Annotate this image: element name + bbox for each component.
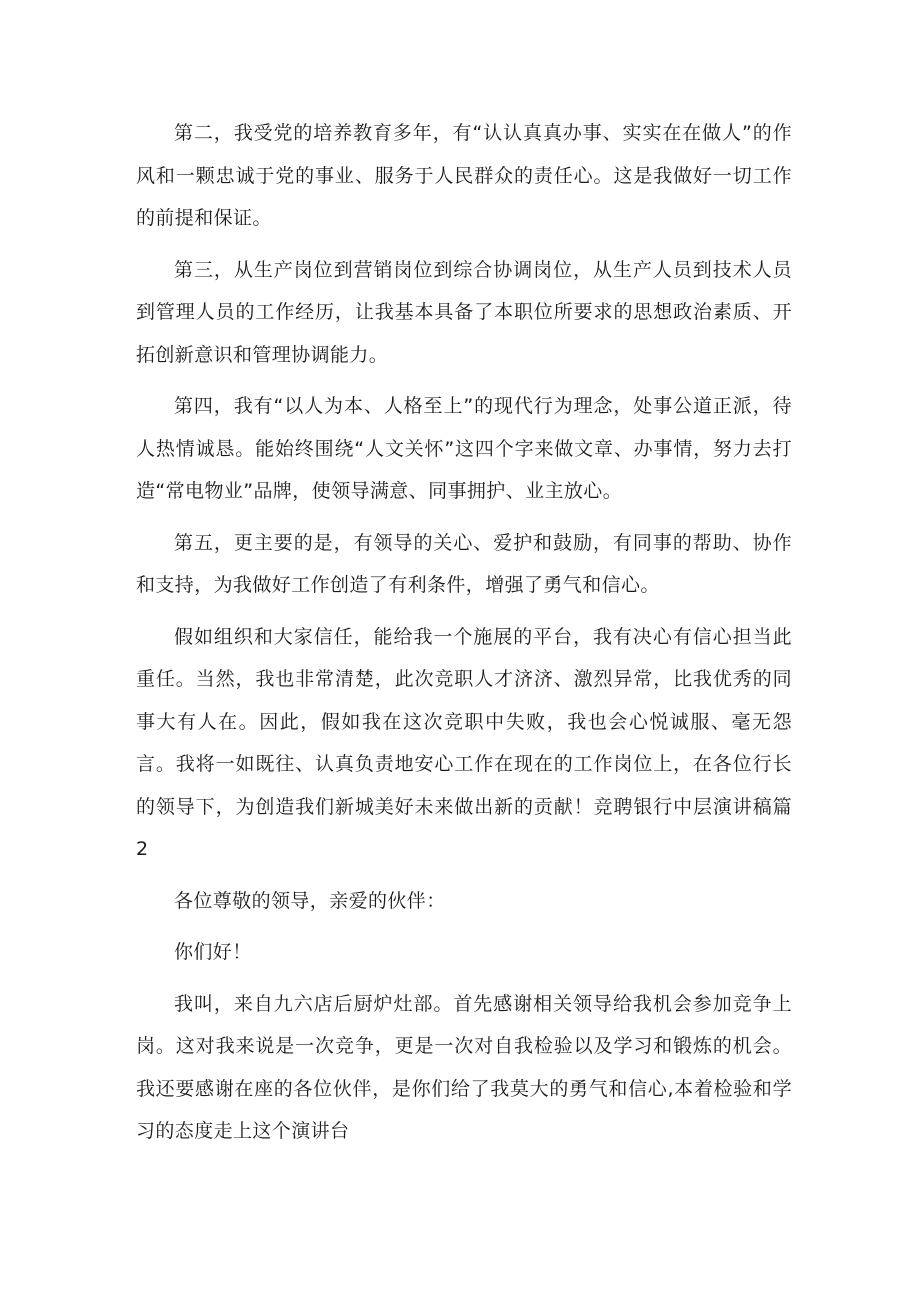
paragraph-second-point: 第二，我受党的培养教育多年，有“认认真真办事、实实在在做人”的作风和一颗忠诚于党的事业、服务于人民群众的责任心。这是我做好一切工作的前提和保证。 [136, 122, 792, 229]
paragraph-conclusion: 假如组织和大家信任，能给我一个施展的平台，我有决心有信心担当此重任。当然，我也非常清楚，此次竞职人才济济、激烈异常，比我优秀的同事大有人在。因此，假如我在这次竞职中失败，我也会心悦诚服、毫无怨言。我将一如既往、认真负责地安心工作在现在的工作岗位上，在各位行长的领导下，为创造我们新城美好未来做出新的贡献！竞聘银行中层演讲稿篇 2 [136, 625, 792, 860]
paragraph-fifth-point: 第五，更主要的是，有领导的关心、爱护和鼓励，有同事的帮助、协作和支持，为我做好工作创造了有利条件，增强了勇气和信心。 [136, 531, 792, 596]
paragraph-self-introduction: 我叫，来自九六店后厨炉灶部。首先感谢相关领导给我机会参加竞争上岗。这对我来说是一次竞争，更是一次对自我检验以及学习和锻炼的机会。我还要感谢在座的各位伙伴，是你们给了我莫大的勇气和信心,本着检验和学习的态度走上这个演讲台 [136, 992, 792, 1142]
document-page [136, 112, 792, 1153]
paragraph-greeting: 你们好！ [174, 941, 252, 963]
paragraph-salutation: 各位尊敬的领导，亲爱的伙伴： [174, 889, 446, 912]
paragraph-third-point: 第三，从生产岗位到营销岗位到综合协调岗位，从生产人员到技术人员到管理人员的工作经历，让我基本具备了本职位所要求的思想政治素质、开拓创新意识和管理协调能力。 [136, 258, 792, 366]
paragraph-fourth-point: 第四，我有“以人为本、人格至上”的现代行为理念，处事公道正派，待人热情诚恳。能始终围绕“人文关怀”这四个字来做文章、办事情，努力去打造“常电物业”品牌，使领导满意、同事拥护、业主放心。 [136, 395, 792, 502]
